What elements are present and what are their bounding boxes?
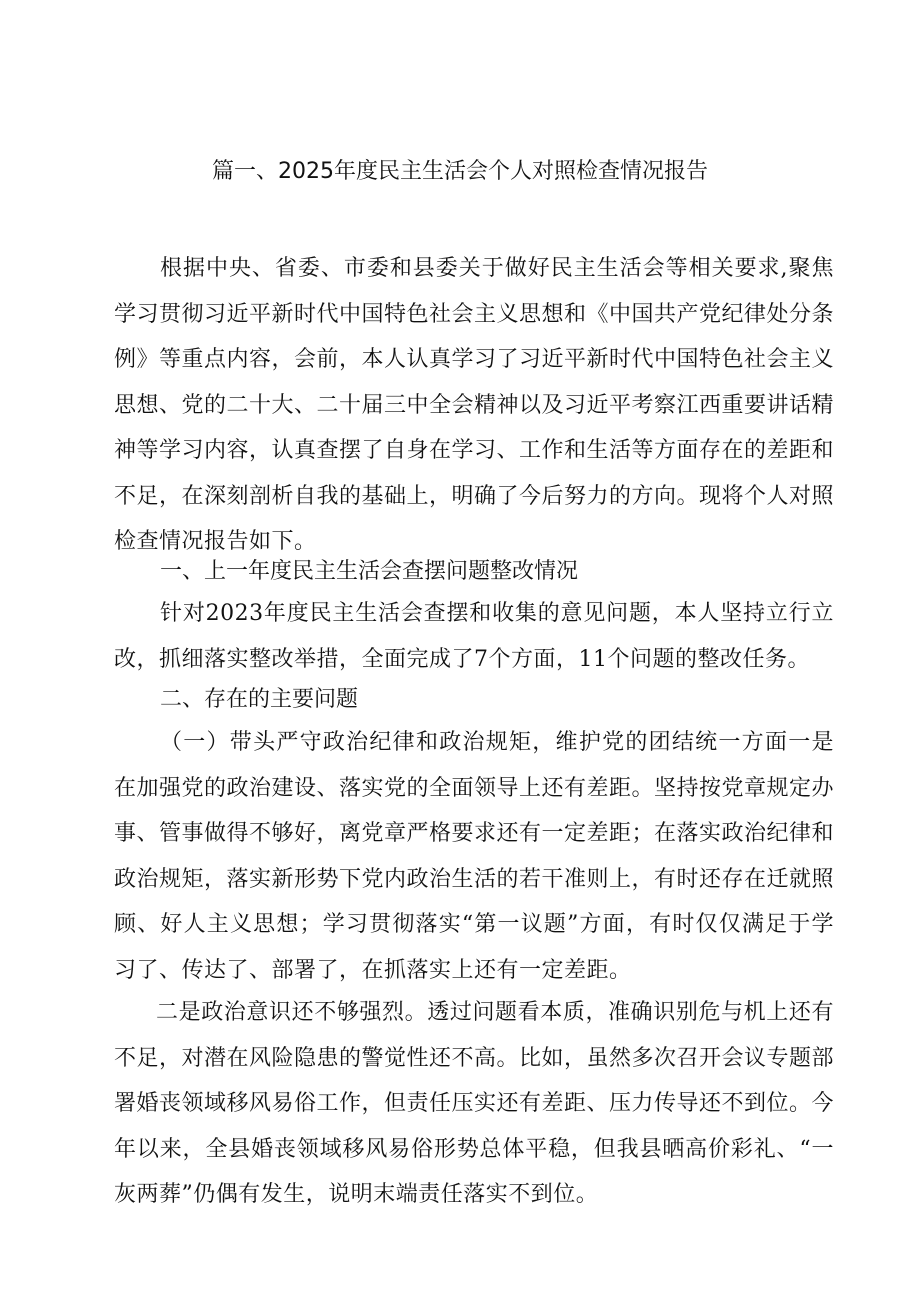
intro-paragraph [114, 246, 834, 565]
section2-paragraph-2 [114, 990, 834, 1218]
intro-text: 根据中央、省委、市委和县委关于做好民主生活会等相关要求,聚焦学习贯彻习近平新时代中国特色社会主义思想和《中国共产党纪律处分条例》等重点内容，会前，本人认真学习了习近平新时代中国特色社会主义思想、党的二十大、二十届三中全会精神以及习近平考察江西重要讲话精神等学习内容，认真查摆了自身在学习、工作和生活等方面存在的差距和不足，在深刻剖析自我的基础上，明确了今后努力的方向。现将个人对照检查情况报告如下。 [114, 256, 835, 554]
section2-heading: 二、存在的主要问题 [160, 687, 359, 712]
section1-paragraph [114, 591, 834, 682]
section2-text-1: （一）带头严守政治纪律和政治规矩，维护党的团结统一方面一是在加强党的政治建设、落实党的全面领导上还有差距。坚持按党章规定办事、管事做得不够好，离党章严格要求还有一定差距；在落实政治纪律和政治规矩，落实新形势下党内政治生活的若干准则上，有时还存在迁就照顾、好人主义思想；学习贯彻落实“第一议题”方面，有时仅仅满足于学习了、传达了、部署了，在抓落实上还有一定差距。 [114, 730, 835, 983]
section1-heading: 一、上一年度民主生活会查摆问题整改情况 [160, 559, 579, 584]
section2-paragraph-1 [114, 720, 834, 993]
document-title: 篇一、2025年度民主生活会个人对照检查情况报告 [212, 159, 708, 184]
section1-text: 针对2023年度民主生活会查摆和收集的意见问题，本人坚持立行立改，抓细落实整改举措，全面完成了7个方面，11个问题的整改任务。 [114, 601, 834, 672]
section2-text-2: 二是政治意识还不够强烈。透过问题看本质，准确识别危与机上还有不足，对潜在风险隐患的警觉性还不高。比如，虽然多次召开会议专题部署婚丧领域移风易俗工作，但责任压实还有差距、压力传导还不到位。今年以来，全县婚丧领域移风易俗形势总体平稳，但我县晒高价彩礼、“一灰两葬”仍偶有发生，说明末端责任落实不到位。 [114, 1000, 835, 1207]
